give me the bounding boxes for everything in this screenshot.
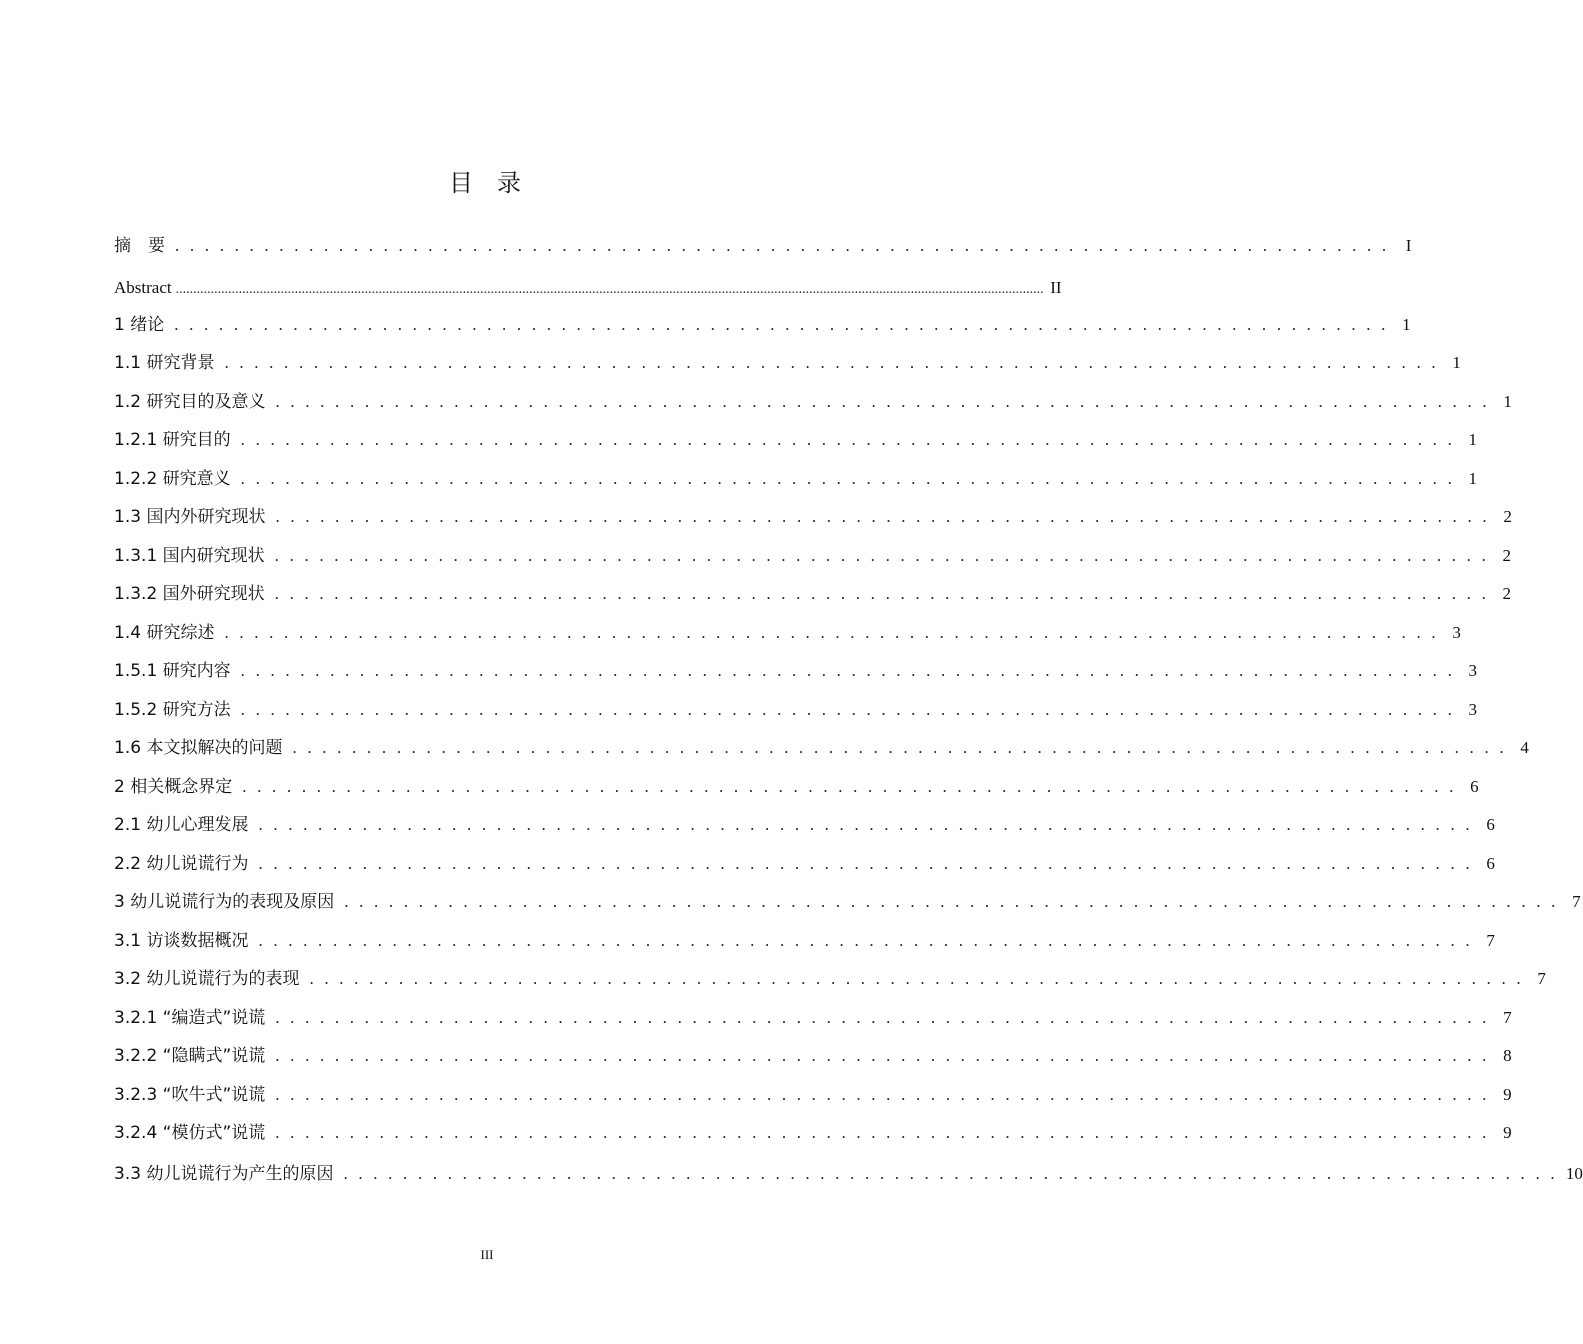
toc-leader-dots: . . . . . . . . . . . . . . . . . . . . . . . . . . . . . . . . . . . . . . . . . . . . . . . . . . . . . . . . . . . . . . . . . . . . . . . . . . . . . . . . . . — [275, 1008, 1490, 1027]
toc-leader-dots: . . . . . . . . . . . . . . . . . . . . . . . . . . . . . . . . . . . . . . . . . . . . . . . . . . . . . . . . . . . . . . . . . . . . . . . . . . . . . . . . . . — [174, 315, 1389, 334]
toc-entry-page: 1 — [1468, 430, 1478, 449]
toc-entry[interactable] — [114, 889, 1581, 915]
toc-entry[interactable] — [114, 774, 1479, 800]
toc-entry-label: 1.3.1 国内研究现状 — [114, 546, 265, 566]
toc-leader-dots: . . . . . . . . . . . . . . . . . . . . . . . . . . . . . . . . . . . . . . . . . . . . . . . . . . . . . . . . . . . . . . . . . . . . . . . . . . . . . . . . . . — [292, 738, 1507, 757]
page-title: 目 录 — [449, 169, 521, 197]
toc-entry-label: 3.2.4 “模仿式”说谎 — [114, 1123, 266, 1143]
toc-entry-label: 1.2 研究目的及意义 — [114, 392, 266, 412]
toc-entry-label: 1.5.1 研究内容 — [114, 661, 231, 681]
toc-entry-label: 1.2.1 研究目的 — [114, 430, 231, 450]
toc-leader-dots: . . . . . . . . . . . . . . . . . . . . . . . . . . . . . . . . . . . . . . . . . . . . . . . . . . . . . . . . . . . . . . . . . . . . . . . . . . . . . . . . . . — [224, 623, 1439, 642]
toc-entry-page: 6 — [1486, 854, 1495, 873]
toc-entry-label: 1.2.2 研究意义 — [114, 469, 231, 489]
toc-entry-page: 8 — [1503, 1046, 1512, 1065]
toc-leader-dots: . . . . . . . . . . . . . . . . . . . . . . . . . . . . . . . . . . . . . . . . . . . . . . . . . . . . . . . . . . . . . . . . . . . . . . . . . . . . . . . . . . — [240, 469, 1456, 488]
toc-entry-page: 10 — [1565, 1164, 1583, 1183]
toc-entry-page: 6 — [1470, 777, 1479, 796]
toc-entry[interactable] — [114, 1161, 1583, 1187]
toc-entry-page: 2 — [1502, 584, 1512, 603]
toc-entry-page: 3 — [1468, 661, 1478, 680]
toc-entry-page: 3 — [1452, 623, 1461, 642]
toc-entry-label: 1.4 研究综述 — [114, 623, 215, 643]
toc-entry-label: 1.3.2 国外研究现状 — [114, 584, 265, 604]
toc-entry-page: 1 — [1503, 392, 1512, 411]
toc-entry-page: 7 — [1503, 1008, 1512, 1027]
toc-entry-label: 1.6 本文拟解决的问题 — [114, 738, 283, 758]
toc-entry-label: 3.1 访谈数据概况 — [114, 931, 249, 951]
toc-entry-page: 7 — [1486, 931, 1495, 950]
toc-entry-label: 3.2 幼儿说谎行为的表现 — [114, 969, 300, 989]
toc-leader-dots: . . . . . . . . . . . . . . . . . . . . . . . . . . . . . . . . . . . . . . . . . . . . . . . . . . . . . . . . . . . . . . . . . . . . . . . . . . . . . . . . . . — [344, 892, 1559, 911]
toc-entry[interactable] — [114, 427, 1478, 453]
toc-entry[interactable] — [114, 851, 1495, 877]
toc-leader-dots: . . . . . . . . . . . . . . . . . . . . . . . . . . . . . . . . . . . . . . . . . . . . . . . . . . . . . . . . . . . . . . . . . . . . . . . . . . . . . . . . . . — [224, 353, 1439, 372]
toc-entry[interactable] — [114, 1005, 1512, 1031]
toc-leader-dots: . . . . . . . . . . . . . . . . . . . . . . . . . . . . . . . . . . . . . . . . . . . . . . . . . . . . . . . . . . . . . . . . . . . . . . . . . . . . . . . . . . — [275, 507, 1490, 526]
toc-entry-page: 1 — [1402, 315, 1411, 334]
toc-entry-label: 2.2 幼儿说谎行为 — [114, 854, 249, 874]
toc-leader-dots: . . . . . . . . . . . . . . . . . . . . . . . . . . . . . . . . . . . . . . . . . . . . . . . . . . . . . . . . . . . . . . . . . . . . . . . . . . . . . . . . . . — [258, 854, 1473, 873]
toc-entry[interactable] — [114, 233, 1412, 259]
toc-leader-dots: ........................................................................................................................................................................................................................................................ — [175, 282, 1044, 297]
toc-leader-dots: . . . . . . . . . . . . . . . . . . . . . . . . . . . . . . . . . . . . . . . . . . . . . . . . . . . . . . . . . . . . . . . . . . . . . . . . . . . . . . . . . . — [240, 430, 1456, 449]
toc-leader-dots: . . . . . . . . . . . . . . . . . . . . . . . . . . . . . . . . . . . . . . . . . . . . . . . . . . . . . . . . . . . . . . . . . . . . . . . . . . . . . . . . . . — [175, 236, 1390, 255]
toc-leader-dots: . . . . . . . . . . . . . . . . . . . . . . . . . . . . . . . . . . . . . . . . . . . . . . . . . . . . . . . . . . . . . . . . . . . . . . . . . . . . . . . . . . — [309, 969, 1524, 988]
toc-entry[interactable] — [114, 620, 1461, 646]
toc-entry-page: I — [1405, 236, 1412, 255]
toc-leader-dots: . . . . . . . . . . . . . . . . . . . . . . . . . . . . . . . . . . . . . . . . . . . . . . . . . . . . . . . . . . . . . . . . . . . . . . . . . . . . . . . . . . — [240, 661, 1456, 680]
toc-leader-dots: . . . . . . . . . . . . . . . . . . . . . . . . . . . . . . . . . . . . . . . . . . . . . . . . . . . . . . . . . . . . . . . . . . . . . . . . . . . . . . . . . . — [275, 1085, 1490, 1104]
toc-entry-label: 3.2.2 “隐瞒式”说谎 — [114, 1046, 266, 1066]
toc-entry-page: II — [1050, 278, 1062, 297]
toc-entry-page: 2 — [1503, 507, 1512, 526]
toc-entry[interactable] — [114, 466, 1478, 492]
toc-entry-page: 3 — [1468, 700, 1478, 719]
toc-entry-label: 摘 要 — [114, 236, 165, 256]
toc-entry[interactable] — [114, 966, 1546, 992]
toc-entry-page: 9 — [1503, 1123, 1512, 1142]
toc-entry[interactable] — [114, 504, 1512, 530]
toc-entry-page: 2 — [1502, 546, 1512, 565]
toc-entry-label: Abstract — [114, 278, 172, 297]
toc-entry-label: 1.3 国内外研究现状 — [114, 507, 266, 527]
toc-entry-page: 6 — [1486, 815, 1495, 834]
toc-entry-label: 3 幼儿说谎行为的表现及原因 — [114, 892, 335, 912]
toc-entry-page: 9 — [1503, 1085, 1512, 1104]
toc-entry-page: 1 — [1452, 353, 1461, 372]
toc-entry[interactable] — [114, 581, 1512, 607]
toc-entry[interactable] — [114, 697, 1478, 723]
toc-entry[interactable] — [114, 812, 1495, 838]
page-number-footer: III — [480, 1247, 494, 1262]
toc-entry-label: 1.5.2 研究方法 — [114, 700, 231, 720]
toc-leader-dots: . . . . . . . . . . . . . . . . . . . . . . . . . . . . . . . . . . . . . . . . . . . . . . . . . . . . . . . . . . . . . . . . . . . . . . . . . . . . . . . . . . — [275, 392, 1490, 411]
toc-entry[interactable] — [114, 312, 1411, 338]
toc-entry[interactable] — [114, 658, 1478, 684]
toc-entry[interactable] — [114, 735, 1529, 761]
toc-leader-dots: . . . . . . . . . . . . . . . . . . . . . . . . . . . . . . . . . . . . . . . . . . . . . . . . . . . . . . . . . . . . . . . . . . . . . . . . . . . . . . . . . . — [343, 1164, 1558, 1183]
toc-leader-dots: . . . . . . . . . . . . . . . . . . . . . . . . . . . . . . . . . . . . . . . . . . . . . . . . . . . . . . . . . . . . . . . . . . . . . . . . . . . . . . . . . . — [275, 1123, 1490, 1142]
toc-leader-dots: . . . . . . . . . . . . . . . . . . . . . . . . . . . . . . . . . . . . . . . . . . . . . . . . . . . . . . . . . . . . . . . . . . . . . . . . . . . . . . . . . . — [258, 931, 1473, 950]
toc-entry-label: 3.2.3 “吹牛式”说谎 — [114, 1085, 266, 1105]
toc-entry-label: 2.1 幼儿心理发展 — [114, 815, 249, 835]
toc-entry[interactable] — [114, 389, 1512, 415]
toc-entry-label: 1.1 研究背景 — [114, 353, 215, 373]
toc-entry-page: 7 — [1537, 969, 1546, 988]
toc-entry[interactable] — [114, 1082, 1512, 1108]
toc-entry[interactable] — [114, 350, 1461, 376]
toc-entry[interactable] — [114, 543, 1512, 569]
toc-entry[interactable] — [114, 275, 1062, 301]
toc-leader-dots: . . . . . . . . . . . . . . . . . . . . . . . . . . . . . . . . . . . . . . . . . . . . . . . . . . . . . . . . . . . . . . . . . . . . . . . . . . . . . . . . . . — [274, 584, 1490, 603]
toc-entry-label: 3.3 幼儿说谎行为产生的原因 — [114, 1164, 334, 1184]
toc-entry[interactable] — [114, 1120, 1512, 1146]
toc-leader-dots: . . . . . . . . . . . . . . . . . . . . . . . . . . . . . . . . . . . . . . . . . . . . . . . . . . . . . . . . . . . . . . . . . . . . . . . . . . . . . . . . . . — [275, 1046, 1490, 1065]
toc-entry-page: 7 — [1572, 892, 1581, 911]
toc-entry-label: 3.2.1 “编造式”说谎 — [114, 1008, 266, 1028]
toc-entry-page: 4 — [1520, 738, 1529, 757]
toc-entry[interactable] — [114, 928, 1495, 954]
toc-leader-dots: . . . . . . . . . . . . . . . . . . . . . . . . . . . . . . . . . . . . . . . . . . . . . . . . . . . . . . . . . . . . . . . . . . . . . . . . . . . . . . . . . . — [242, 777, 1457, 796]
toc-leader-dots: . . . . . . . . . . . . . . . . . . . . . . . . . . . . . . . . . . . . . . . . . . . . . . . . . . . . . . . . . . . . . . . . . . . . . . . . . . . . . . . . . . — [258, 815, 1473, 834]
toc-entry-label: 1 绪论 — [114, 315, 165, 335]
toc-leader-dots: . . . . . . . . . . . . . . . . . . . . . . . . . . . . . . . . . . . . . . . . . . . . . . . . . . . . . . . . . . . . . . . . . . . . . . . . . . . . . . . . . . — [274, 546, 1490, 565]
toc-entry[interactable] — [114, 1043, 1512, 1069]
toc-leader-dots: . . . . . . . . . . . . . . . . . . . . . . . . . . . . . . . . . . . . . . . . . . . . . . . . . . . . . . . . . . . . . . . . . . . . . . . . . . . . . . . . . . — [240, 700, 1456, 719]
toc-entry-page: 1 — [1468, 469, 1478, 488]
toc-entry-label: 2 相关概念界定 — [114, 777, 233, 797]
